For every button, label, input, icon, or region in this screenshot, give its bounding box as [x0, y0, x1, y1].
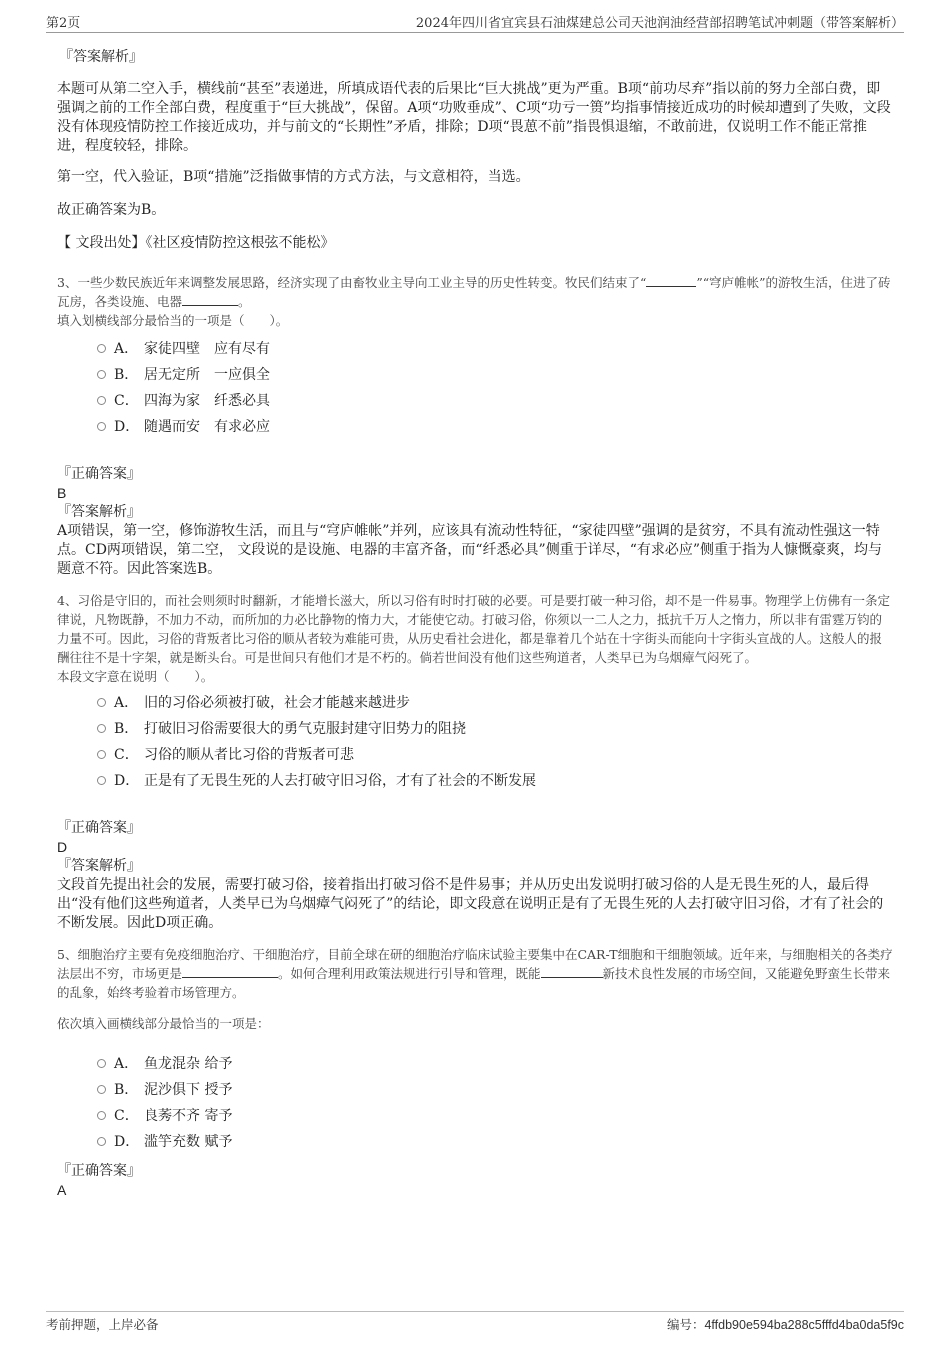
option-letter: D． [114, 1134, 140, 1150]
footer-code-value: 4ffdb90e594ba288c5fffd4ba0da5f9c [704, 1318, 904, 1332]
q3-text-part-c: 。 [238, 294, 251, 309]
radio-icon[interactable] [97, 396, 106, 405]
footer-code [667, 1315, 904, 1333]
option-text: 正是有了无畏生死的人去打破守旧习俗，才有了社会的不断发展 [144, 773, 536, 789]
q5-text-part-b: 。如何合理利用政策法规进行引导和管理，既能 [278, 966, 541, 981]
q4-analysis-text: 文段首先提出社会的发展，需要打破习俗，接着指出打破习俗不是件易事；并从历史出发说明打破习俗的人是无畏生死的人，最后得出“没有他们这些殉道者，人类早已为乌烟瘴气闷死了”的结论，即文段意在说明正是有了无畏生死的人去打破守旧习俗，才有了社会的不断发展。因此D项正确。 [57, 877, 884, 931]
radio-icon[interactable] [97, 1085, 106, 1094]
option-letter: A． [114, 341, 139, 357]
q3-option-d[interactable] [97, 414, 893, 440]
option-letter: A． [114, 1056, 139, 1072]
radio-icon[interactable] [97, 1059, 106, 1068]
q5-blank-1 [182, 965, 278, 978]
q5-prompt: 依次填入画横线部分最恰当的一项是： [57, 1016, 270, 1031]
q5-answer-label: 『正确答案』 [57, 1163, 141, 1179]
radio-icon[interactable] [97, 370, 106, 379]
q5-blank-2 [541, 965, 603, 978]
q3-prompt: 填入划横线部分最恰当的一项是（ ）。 [57, 313, 289, 328]
option-letter: D． [114, 419, 140, 435]
option-letter: D． [114, 773, 140, 789]
q3-analysis-label: 『答案解析』 [57, 504, 141, 520]
radio-icon[interactable] [97, 344, 106, 353]
q3-option-b[interactable] [97, 362, 893, 388]
radio-icon[interactable] [97, 1111, 106, 1120]
q4-prompt: 本段文字意在说明（ ）。 [57, 669, 214, 684]
q4-option-b[interactable] [97, 716, 893, 742]
q4-answer-label: 『正确答案』 [57, 820, 141, 836]
option-letter: C． [114, 747, 139, 763]
q3-answer-label: 『正确答案』 [57, 466, 141, 482]
option-text: 打破旧习俗需要很大的勇气克服封建守旧势力的阻挠 [144, 721, 466, 737]
q3-blank-1 [646, 274, 696, 287]
prev-conclusion: 故正确答案为B。 [57, 202, 166, 218]
page-number: 第2页 [46, 16, 81, 31]
q5-text-part-c: 新技术良性发展的市场空间，又能避免野蛮生长带来的乱象，始终考验着市场管理方。 [57, 966, 891, 1000]
option-letter: A． [114, 695, 139, 711]
option-text: 家徒四壁 应有尽有 [144, 341, 270, 357]
q3-analysis-text: A项错误，第一空，修饰游牧生活，而且与“穹庐帷帐”并列，应该具有流动性特征，“家徒四壁”强调的是贫穷，不具有流动性强这一特点。CD两项错误，第二空， 文段说的是设施、电器的丰富齐备，而“纤悉必具”侧重于详尽，“有求必应”侧重于指为人慷慨豪爽，均与题意不符。因此答案选B。 [57, 523, 883, 577]
radio-icon[interactable] [97, 422, 106, 431]
q3-option-a[interactable] [97, 336, 893, 362]
document-title: 2024年四川省宜宾县石油煤建总公司天池润油经营部招聘笔试冲刺题（带答案解析） [415, 16, 904, 31]
option-letter: B． [114, 721, 139, 737]
footer-slogan: 考前押题，上岸必备 [46, 1317, 159, 1332]
option-letter: C． [114, 1108, 139, 1124]
q3-text-part-a: 3、一些少数民族近年来调整发展思路，经济实现了由畜牧业主导向工业主导的历史性转变。牧民们结束了“ [57, 275, 647, 290]
option-text: 习俗的顺从者比习俗的背叛者可悲 [144, 747, 354, 763]
prev-first-blank: 第一空，代入验证，B项“措施”泛指做事情的方式方法，与文意相符，当选。 [57, 169, 530, 185]
prev-analysis-text: 本题可从第二空入手，横线前“甚至”表递进，所填成语代表的后果比“巨大挑战”更为严重。B项“前功尽弃”指以前的努力全部白费，即强调之前的工作全部白费，程度重于“巨大挑战”，保留。A项“功败垂成”、C项“功亏一篑”均指事情接近成功的时候却遭到了失败，文段没有体现疫情防控工作接近成功，并与前文的“长期性”矛盾，排除；D项“畏葸不前”指畏惧退缩，不敢前进，仅说明工作不能正常推进，程度较轻，排除。 [57, 81, 891, 154]
radio-icon[interactable] [97, 1137, 106, 1146]
option-text: 滥竽充数 赋予 [144, 1134, 233, 1150]
q3-text [57, 273, 893, 311]
q3-option-c[interactable] [97, 388, 893, 414]
option-text: 四海为家 纤悉必具 [144, 393, 270, 409]
q5-text [57, 945, 893, 1002]
option-text: 居无定所 一应俱全 [144, 367, 270, 383]
q4-options [97, 690, 893, 794]
page-footer [46, 1311, 904, 1334]
option-text: 随遇而安 有求必应 [144, 419, 270, 435]
question-4 [57, 591, 893, 933]
radio-icon[interactable] [97, 776, 106, 785]
question-5 [57, 945, 893, 1199]
radio-icon[interactable] [97, 724, 106, 733]
main-content [57, 47, 893, 1199]
q3-text-part-b: ”“穹庐帷帐”的游牧生活，住进了砖瓦房，各类设施、电器 [57, 275, 891, 309]
q4-option-a[interactable] [97, 690, 893, 716]
radio-icon[interactable] [97, 750, 106, 759]
prev-source: 【 文段出处】《社区疫情防控这根弦不能松》 [57, 235, 335, 251]
q5-options [97, 1051, 893, 1155]
q4-option-c[interactable] [97, 742, 893, 768]
q4-text: 4、习俗是守旧的，而社会则须时时翻新，才能增长滋大，所以习俗有时时打破的必要。可是要打破一种习俗，却不是一件易事。物理学上仿佛有一条定律说，凡物既静，不加力不动，而所加的力必比静物的惰力大，才能使它动。打破习俗，你须以一二人之力，抵抗千万人之惰力，所以非有雷霆万钧的力量不可。因此，习俗的背叛者比习俗的顺从者较为难能可贵，从历史看社会进化，都是靠着几个站在十字街头而能向十字街头宣战的人。这般人的报酬往往不是十字架，就是断头台。可是世间只有他们才是不朽的。倘若世间没有他们这些殉道者，人类早已为乌烟瘴气闷死了。 [57, 593, 890, 665]
q4-option-d[interactable] [97, 768, 893, 794]
q3-answer: B [57, 485, 67, 501]
page-header [46, 12, 904, 33]
footer-code-label: 编号： [666, 1317, 705, 1332]
option-text: 良莠不齐 寄予 [144, 1108, 233, 1124]
q5-option-b[interactable] [97, 1077, 893, 1103]
q4-answer: D [57, 839, 68, 855]
q5-answer: A [57, 1182, 67, 1198]
q5-option-c[interactable] [97, 1103, 893, 1129]
option-text: 鱼龙混杂 给予 [144, 1056, 233, 1072]
option-letter: C． [114, 393, 139, 409]
q5-text-part-a: 5、细胞治疗主要有免疫细胞治疗、干细胞治疗，目前全球在研的细胞治疗临床试验主要集中在CAR-T细胞和干细胞领域。近年来，与细胞相关的各类疗法层出不穷，市场更是 [57, 947, 893, 981]
option-text: 泥沙俱下 授予 [144, 1082, 233, 1098]
q3-options [97, 336, 893, 440]
prev-analysis-label: 『答案解析』 [59, 49, 143, 65]
q5-option-a[interactable] [97, 1051, 893, 1077]
q5-option-d[interactable] [97, 1129, 893, 1155]
question-3 [57, 273, 893, 579]
option-letter: B． [114, 367, 139, 383]
radio-icon[interactable] [97, 698, 106, 707]
option-letter: B． [114, 1082, 139, 1098]
q3-blank-2 [182, 293, 238, 306]
q4-analysis-label: 『答案解析』 [57, 858, 141, 874]
option-text: 旧的习俗必须被打破，社会才能越来越进步 [144, 695, 410, 711]
